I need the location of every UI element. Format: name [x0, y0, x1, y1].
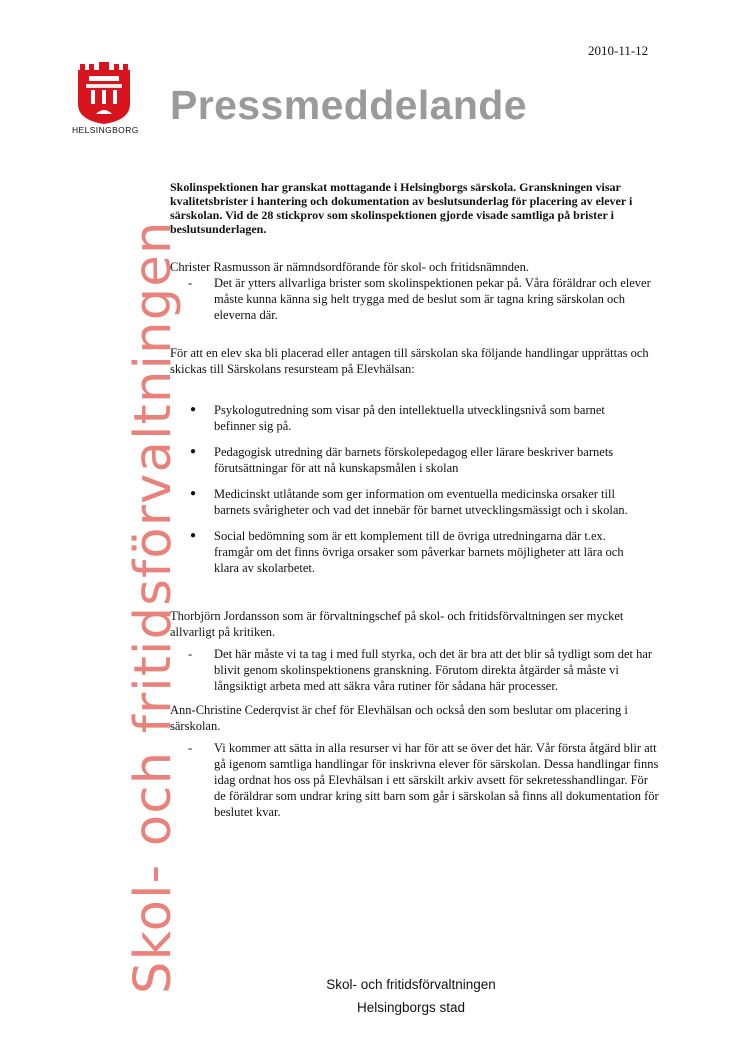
- list-item: [190, 486, 662, 518]
- footer-department: Skol- och fritidsförvaltningen: [326, 977, 496, 992]
- quote-text: Det här måste vi ta tag i med full styrka, och det är bra att det blir så tydligt som det har blivit genom skolinspektionens granskning. Förutom direkta åtgärder så måste vi långsiktigt arbeta med att säkra våra rutiner för sådana här processer.: [214, 647, 653, 693]
- footer: [270, 973, 552, 1019]
- page-title: Pressmeddelande: [170, 82, 527, 128]
- quote: [188, 275, 662, 323]
- quote: [188, 646, 662, 694]
- quote-text: Vi kommer att sätta in alla resurser vi har för att se över det här. Vår första åtgärd blir att gå igenom samtliga handlingar för inskrivna elever för särskolan. Dessa handlingar finns idag ordnat hos oss på Elevhälsan i ett särskilt arkiv avsett för sekretesshandlingar. För de föräldrar som undrar kring sitt barn som går i särskolan så finns all dokumentation för beslutet kvar.: [214, 741, 659, 819]
- bullet-icon: ●: [190, 488, 197, 499]
- paragraph: För att en elev ska bli placerad eller antagen till särskolan ska följande handlingar upprättas och skickas till Särskolans resursteam på Elevhälsan:: [170, 346, 649, 376]
- bullet-icon: ●: [190, 404, 197, 415]
- paragraph: Christer Rasmusson är nämndsordförande för skol- och fritidsnämnden.: [170, 260, 529, 274]
- list-item-text: Social bedömning som är ett komplement till de övriga utredningarna där t.ex. framgår om det finns övriga orsaker som påverkar barnets möjligheter att lära och klara av skolarbetet.: [214, 529, 624, 575]
- list-item: [190, 402, 662, 434]
- requirements-list: [170, 402, 662, 576]
- list-item-text: Pedagogisk utredning där barnets förskolepedagog eller lärare beskriver barnets förutsättningar för att nå kunskapsmålen i skolan: [214, 445, 614, 475]
- list-item: [190, 444, 662, 476]
- quote: [188, 740, 662, 820]
- bullet-icon: ●: [190, 530, 197, 541]
- list-item-text: Medicinskt utlåtande som ger information om eventuella medicinska orsaker till barnets svårigheter och vad det innebär för barnet utvecklingsmässigt och i skolan.: [214, 487, 628, 517]
- dash-marker: -: [188, 647, 193, 661]
- list-item-text: Psykologutredning som visar på den intellektuella utvecklingsnivå som barnet befinner sig på.: [214, 403, 605, 433]
- lead-paragraph: Skolinspektionen har granskat mottagande i Helsingborgs särskola. Granskningen visar kvalitetsbrister i hantering och dokumentation av beslutsunderlag för placering av elever i särskolan. Vid de 28 stickprov som skolinspektionen gjorde visade samtliga på brister i beslutsunderlagen.: [170, 180, 633, 236]
- dash-marker: -: [188, 741, 193, 755]
- paragraph: Ann-Christine Cederqvist är chef för Elevhälsan och också den som beslutar om placering i särskolan.: [170, 703, 628, 733]
- dash-marker: -: [188, 276, 193, 290]
- logo-text: HELSINGBORG: [72, 125, 139, 135]
- quote-text: Det är ytters allvarliga brister som skolinspektionen pekar på. Våra föräldrar och elever måste kunna känna sig helt trygga med de beslut som är tagna kring särskolan och eleverna där.: [214, 276, 651, 322]
- paragraph: Thorbjörn Jordansson som är förvaltningschef på skol- och fritidsförvaltningen ser mycket allvarligt på kritiken.: [170, 609, 624, 639]
- vertical-department-name: Skol- och fritidsförvaltningen: [124, 220, 183, 994]
- footer-city: Helsingborgs stad: [356, 1000, 466, 1015]
- list-item: [190, 528, 662, 576]
- press-release-body: [170, 180, 662, 820]
- date: 2010-11-12: [588, 43, 649, 58]
- bullet-icon: ●: [190, 446, 197, 457]
